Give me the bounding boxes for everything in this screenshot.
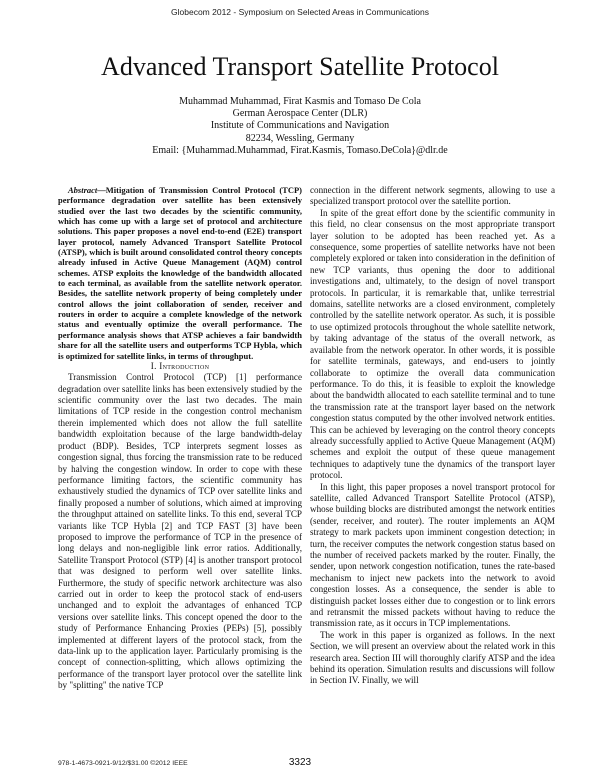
abstract xyxy=(58,185,302,361)
paragraph: The work in this paper is organized as follows. In the next Section, we will present an overview about the related work in this research area. Section III will thoroughly clarify ATSP and the idea behind its operation. Simulation results and discussions will follow in Section IV. Finally, we will xyxy=(310,629,555,686)
paragraph: In this light, this paper proposes a novel transport protocol for satellite, called Advanced Transport Satellite Protocol (ATSP), whose building blocks are distributed amongst the network entities (sender, receiver, and router). The router implements an AQM strategy to mark packets upon imminent congestion detection; in turn, the receiver computes the network congestion status based on the number of received packets marked by the router. Finally, the sender, upon network congestion notification, tunes the rate-based mechanism to inject new packets into the network to avoid congestion losses. As a consequence, the sender is able to distinguish packet losses either due to congestion or to link errors and retransmit the missed packets without having to reduce the transmission rate, as it occurs in TCP implementations. xyxy=(310,481,555,629)
affiliation-2: Institute of Communications and Navigation xyxy=(210,120,390,132)
affiliation-1: German Aerospace Center (DLR) xyxy=(232,108,368,120)
abstract-label: Abstract xyxy=(68,185,98,195)
author-names: Muhammad Muhammad, Firat Kasmis and Tomaso De Cola xyxy=(179,96,421,107)
paragraph: Transmission Control Protocol (TCP) [1] performance degradation over satellite links has been extensively studied by the scientific community over the last two decades. The main limitations of TCP reside in the congestion control mechanism therein implemented which does not allow the full satellite bandwidth exploitation because of the large bandwidth-delay product (BDP). Besides, TCP interprets segment losses as congestion signal, thus forcing the transmission rate to be reduced by halving the congestion window. In order to cope with these performance limiting factors, the scientific community has exhaustively studied the dynamics of TCP over satellite links and finally proposed a number of solutions, which aimed at improving the throughput attained on satellite links. To this end, several TCP variants like TCP Hybla [2] and TCP FAST [3] have been proposed to improve the performance of TCP in the presence of long delays and non-negligible link error ratios. Additionally, Satellite Transport Protocol (STP) [4] is another transport protocol that was designed to perform well over satellite links. Furthermore, the study of specific network architecture was also carried out in order to keep the protocol stack of end-users unchanged and to exploit the advantages of enhanced TCP versions over satellite links. This concept opened the door to the study of Performance Enhancing Proxies (PEPs) [5], possibly implemented at different layers of the protocol stack, from the data-link up to the application layer. Particularly promising is the concept of connection-splitting, which allows optimizing the performance of the transport layer protocol over the satellite link by "splitting" the native TCP xyxy=(58,372,302,691)
author-block xyxy=(0,96,600,157)
paper-title: Advanced Transport Satellite Protocol xyxy=(101,52,499,81)
right-column xyxy=(310,185,555,687)
address: 82234, Wessling, Germany xyxy=(245,132,355,144)
abstract-text: —Mitigation of Transmission Control Protocol (TCP) performance degradation over satellite has been extensively studied over the last two decades by the scientific community, which has come up with a large set of protocol and architecture solutions. This paper proposes a novel end-to-end (E2E) transport layer protocol, namely Advanced Transport Satellite Protocol (ATSP), which is built around consolidated control theory concepts already infused in Active Queue Management (AQM) control schemes. ATSP exploits the knowledge of the bandwidth allocated to each terminal, as available from the satellite network operator. Besides, the satellite network property of being completely under control allows the joint collaboration of sender, receiver and routers in order to acquire a complete knowledge of the network status and eventually optimize the overall performance. The performance analysis shows that ATSP achieves a fair bandwidth share for all the satellite users and outperforms TCP Hybla, which is optimized for satellite links, in terms of throughput. xyxy=(58,185,302,361)
email: Email: {Muhammad.Muhammad, Firat.Kasmis, Tomaso.DeCola}@dlr.de xyxy=(152,144,448,156)
conference-header: Globecom 2012 - Symposium on Selected Areas in Communications xyxy=(171,7,429,17)
section-heading-introduction: I. Introduction xyxy=(150,360,210,371)
paragraph: In spite of the great effort done by the scientific community in this field, no clear consensus on the most appropriate transport layer solution to be adopted has been reached yet. As a consequence, some properties of satellite networks have not been completely explored or taken into consideration in the definition of new TCP variants, thus opening the door to additional investigations and, ultimately, to the design of novel transport protocols. In particular, it is remarkable that, unlike terrestrial domains, satellite networks are a closed environment, completely controlled by the satellite network operator. As such, it is possible to use optimized protocols throughout the whole satellite network, by taking advantage of the status of the overall network, as available from the network operator. In other words, it is possible for satellite terminals, gateways, and end-users to jointly collaborate to optimize the overall data communication performance. To do this, it is feasible to exploit the knowledge about the bandwidth allocated to each satellite terminal and to tune the transmission rate at the transport layer based on the network congestion status computed by the other involved network entities. This can be achieved by leveraging on the control theory concepts already successfully applied to Active Queue Management (AQM) schemes and exploit the output of these queue management techniques to adaptively tune the dynamics of the transport layer protocol. xyxy=(310,207,555,481)
left-column xyxy=(58,185,302,692)
paragraph: connection in the different network segments, allowing to use a specialized transport protocol over the satellite portion. xyxy=(310,185,555,207)
footer-isbn: 978-1-4673-0921-9/12/$31.00 ©2012 IEEE xyxy=(58,760,188,767)
page-number: 3323 xyxy=(288,757,312,768)
